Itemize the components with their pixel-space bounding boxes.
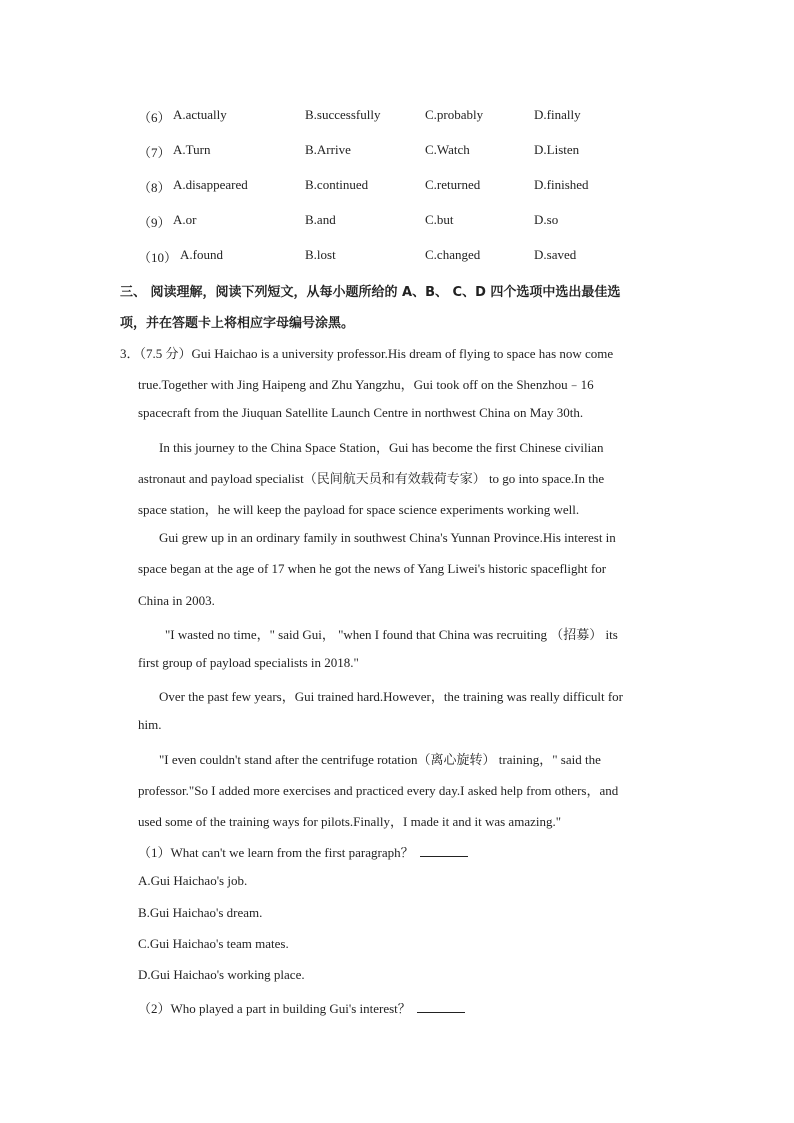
option-b: B.and bbox=[305, 212, 336, 227]
answer-blank[interactable] bbox=[417, 1000, 465, 1013]
question-1-text: （1）What can't we learn from the first paragraph？ bbox=[138, 845, 414, 860]
section-heading-cont: 项，并在答题卡上将相应字母编号涂黑。 bbox=[120, 316, 355, 331]
question-1 bbox=[138, 842, 468, 861]
passage-line: space began at the age of 17 when he got the news of Yang Liwei's historic spaceflight for bbox=[138, 561, 607, 576]
option-a: A.Turn bbox=[173, 142, 211, 157]
option-d: D.saved bbox=[534, 247, 577, 262]
option-d: D.so bbox=[534, 212, 559, 227]
option-c: C.changed bbox=[425, 247, 481, 262]
question-1-option-b: B.Gui Haichao's dream. bbox=[138, 905, 263, 920]
question-1-option-a: A.Gui Haichao's job. bbox=[138, 873, 248, 888]
section-heading: 三、 阅读理解，阅读下列短文，从每小题所给的 A、B、 C、D 四个选项中选出最佳选 bbox=[120, 285, 621, 300]
question-1-option-c: C.Gui Haichao's team mates. bbox=[138, 936, 289, 951]
passage-line: spacecraft from the Jiuquan Satellite Launch Centre in northwest China on May 30th. bbox=[138, 405, 584, 420]
question-number: （7） bbox=[138, 145, 171, 160]
passage-header: 3．（7.5 分）Gui Haichao is a university professor.His dream of flying to space has now come bbox=[120, 346, 614, 361]
option-b: B.successfully bbox=[305, 107, 381, 122]
option-row-8 bbox=[0, 177, 794, 197]
question-1-option-d: D.Gui Haichao's working place. bbox=[138, 967, 305, 982]
option-b: B.Arrive bbox=[305, 142, 351, 157]
question-2 bbox=[138, 998, 465, 1017]
option-c: C.probably bbox=[425, 107, 484, 122]
option-row-6 bbox=[0, 107, 794, 127]
option-a: A.actually bbox=[173, 107, 227, 122]
option-c: C.returned bbox=[425, 177, 481, 192]
option-row-9 bbox=[0, 212, 794, 232]
option-a: A.disappeared bbox=[173, 177, 248, 192]
passage-line: "I wasted no time，" said Gui， "when I found that China was recruiting （招募） its bbox=[165, 627, 618, 642]
answer-blank[interactable] bbox=[420, 844, 468, 857]
passage-line: astronaut and payload specialist（民间航天员和有效载荷专家） to go into space.In the bbox=[138, 471, 605, 486]
question-number: （8） bbox=[138, 180, 171, 195]
option-c: C.Watch bbox=[425, 142, 470, 157]
question-number: （10） bbox=[138, 250, 178, 265]
passage-line: Gui grew up in an ordinary family in southwest China's Yunnan Province.His interest in bbox=[159, 530, 616, 545]
option-a: A.or bbox=[173, 212, 197, 227]
question-number: （6） bbox=[138, 110, 171, 125]
passage-line: China in 2003. bbox=[138, 593, 215, 608]
passage-line: "I even couldn't stand after the centrifuge rotation（离心旋转） training，" said the bbox=[159, 752, 601, 767]
passage-line: In this journey to the China Space Station，Gui has become the first Chinese civilian bbox=[159, 440, 604, 455]
option-d: D.finished bbox=[534, 177, 589, 192]
option-row-10 bbox=[0, 247, 794, 267]
question-2-text: （2）Who played a part in building Gui's interest？ bbox=[138, 1001, 411, 1016]
option-row-7 bbox=[0, 142, 794, 162]
option-b: B.continued bbox=[305, 177, 369, 192]
option-c: C.but bbox=[425, 212, 454, 227]
option-b: B.lost bbox=[305, 247, 336, 262]
passage-line: used some of the training ways for pilots.Finally，I made it and it was amazing." bbox=[138, 814, 562, 829]
option-d: D.Listen bbox=[534, 142, 580, 157]
passage-line: first group of payload specialists in 2018." bbox=[138, 655, 359, 670]
question-number: （9） bbox=[138, 215, 171, 230]
passage-line: professor."So I added more exercises and practiced every day.I asked help from others，and bbox=[138, 783, 619, 798]
passage-line: space station，he will keep the payload for space science experiments working well. bbox=[138, 502, 580, 517]
passage-line: Over the past few years，Gui trained hard.However，the training was really difficult for bbox=[159, 689, 623, 704]
option-a: A.found bbox=[180, 247, 223, 262]
passage-line: him. bbox=[138, 717, 162, 732]
option-d: D.finally bbox=[534, 107, 581, 122]
passage-line: true.Together with Jing Haipeng and Zhu Yangzhu，Gui took off on the Shenzhou﹣16 bbox=[138, 377, 594, 392]
